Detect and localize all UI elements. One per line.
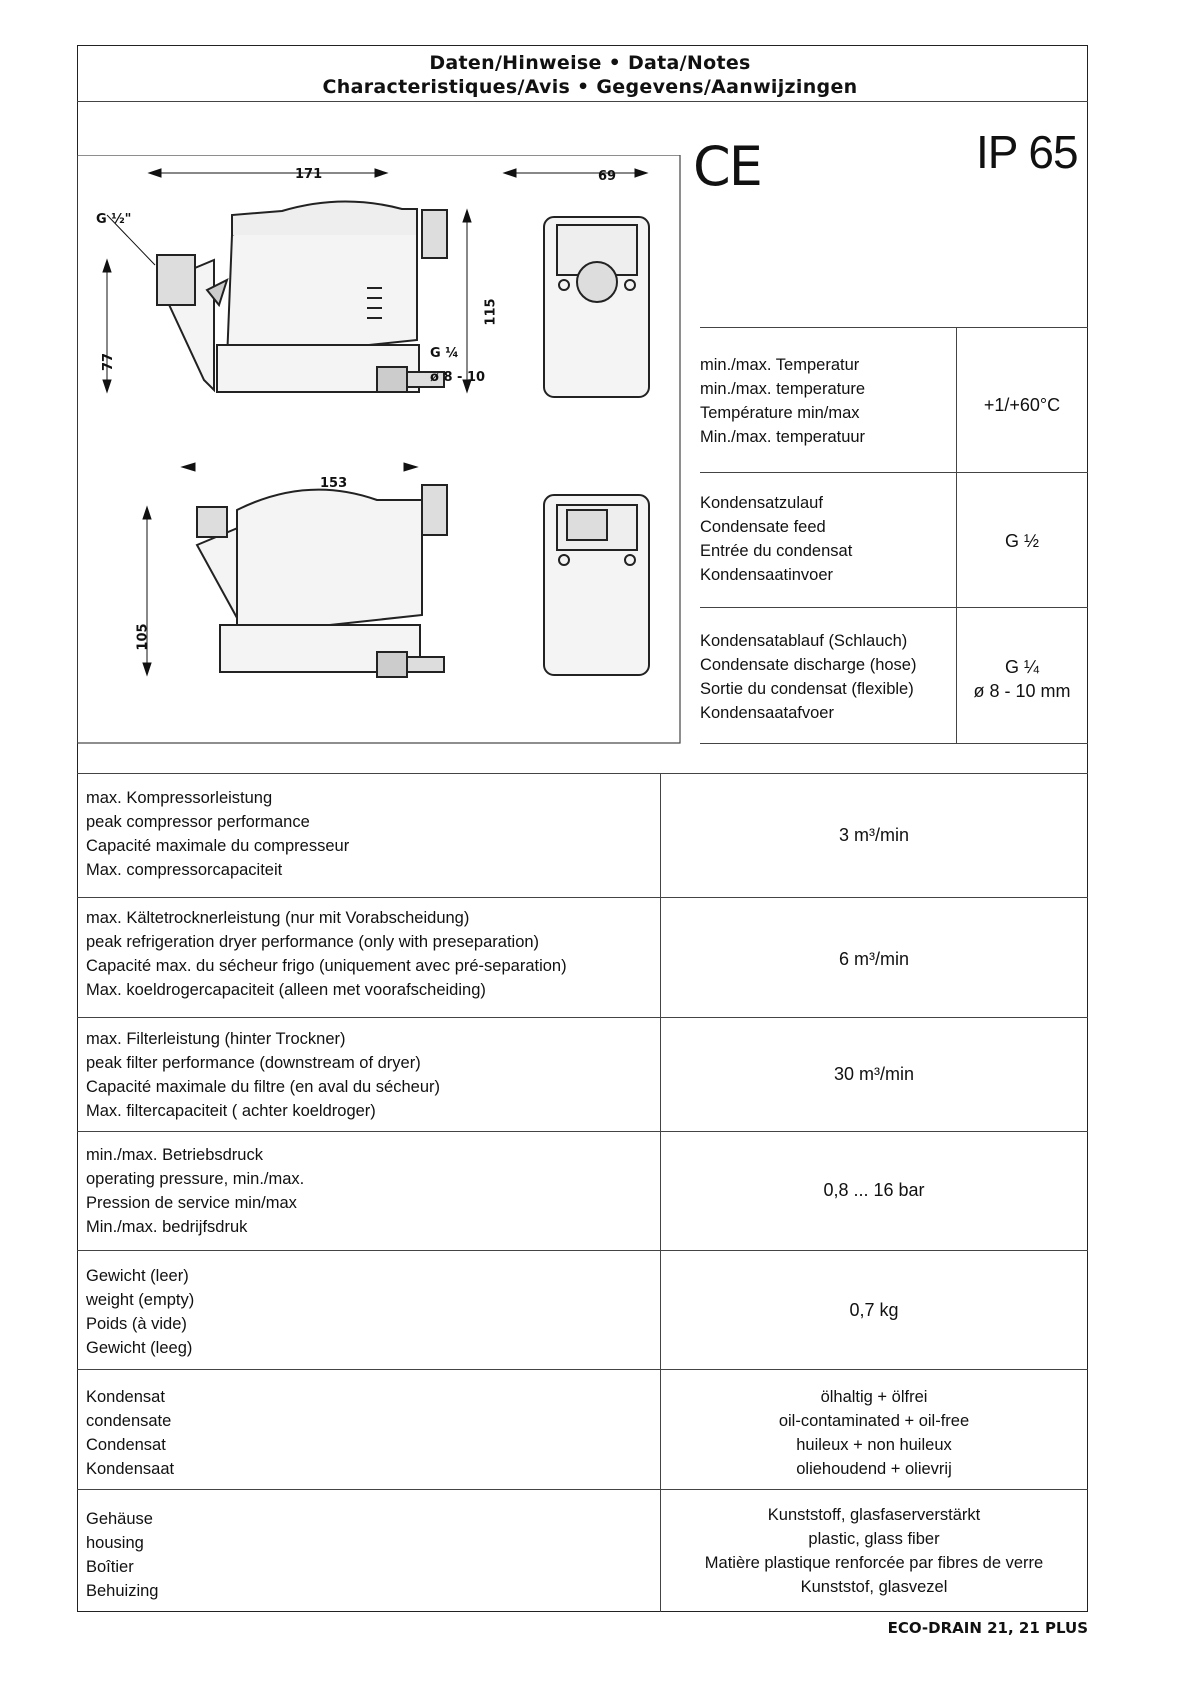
temperature-value: +1/+60°C [983,395,1061,415]
condensate-discharge-label: Kondensatablauf (Schlauch) Condensate discharge (hose) Sortie du condensat (flexible) Kondensaatafvoer [700,632,917,722]
main-table-rule-5 [77,1369,1088,1370]
right-table-top-rule [700,327,1088,328]
compressor-label: max. Kompressorleistung peak compressor performance Capacité maximale du compresseur Max. compressorcapaciteit [86,789,350,879]
weight-label: Gewicht (leer) weight (empty) Poids (à vide) Gewicht (leeg) [86,1267,195,1357]
header-title-line1: Daten/Hinweise • Data/Notes [429,52,751,74]
compressor-value: 3 m³/min [838,825,909,845]
footer-model: ECO-DRAIN 21, 21 PLUS [887,1619,1088,1637]
main-table-rule-1 [77,897,1088,898]
dim-171: 171 [295,167,323,182]
right-table-bottom-rule [700,743,1088,744]
main-table-rule-6 [77,1489,1088,1490]
condensate-feed-value: G ½ [1004,531,1039,551]
dim-115: 115 [483,298,499,326]
ip-rating: IP 65 [976,126,1078,178]
condensate-discharge-value: G ¼ ø 8 - 10 mm [973,657,1071,701]
pressure-label: min./max. Betriebsdruck operating pressure, min./max. Pression de service min/max Min./max. bedrijfsdruk [86,1146,305,1236]
dryer-label: max. Kältetrocknerleistung (nur mit Vorabscheidung) peak refrigeration dryer performance (only with preseparation) Capacité max. du sécheur frigo (uniquement avec pré-separation) Max. koeldrogercapaciteit (alleen met voorafscheiding) [86,909,567,999]
header-divider [77,101,1088,102]
pressure-value: 0,8 ... 16 bar [823,1180,925,1200]
dim-77: 77 [101,352,117,372]
condensate-feed-label: Kondensatzulauf Condensate feed Entrée du condensat Kondensaatinvoer [700,494,853,584]
condensate-type-value: ölhaltig + ölfrei oil-contaminated + oil-free huileux + non huileux oliehoudend + olievrij [778,1388,970,1478]
main-table-rule-2 [77,1017,1088,1018]
dim-outlet-thread: G ¼ [430,346,459,361]
filter-label: max. Filterleistung (hinter Trockner) peak filter performance (downstream of dryer) Capacité maximale du filtre (en aval du sécheur) Max. filtercapaciteit ( achter koeldroger) [86,1030,441,1120]
dim-105: 105 [135,623,151,651]
condensate-type-label: Kondensat condensate Condensat Kondensaat [86,1388,175,1478]
weight-value: 0,7 kg [849,1300,899,1320]
filter-value: 30 m³/min [833,1064,914,1084]
main-table-rule-3 [77,1131,1088,1132]
dim-inlet-g12: G ½" [96,212,132,227]
main-table-top-rule [77,773,1088,774]
dim-69: 69 [598,169,617,184]
main-table-rule-4 [77,1250,1088,1251]
dim-outlet-hose: ø 8 - 10 [430,370,486,385]
dim-153: 153 [320,476,348,491]
temperature-label: min./max. Temperatur min./max. temperature Température min/max Min./max. temperatuur [700,356,866,446]
housing-label: Gehäuse housing Boîtier Behuizing [86,1510,159,1600]
ce-mark: CE [693,135,761,198]
technical-drawing [77,155,682,745]
right-table-rule-1 [700,472,1088,473]
housing-value: Kunststoff, glasfaserverstärkt plastic, glass fiber Matière plastique renforcée par fibres de verre Kunststof, glasvezel [704,1506,1044,1596]
dryer-value: 6 m³/min [838,949,909,969]
right-table-rule-2 [700,607,1088,608]
header-title-line2: Characteristiques/Avis • Gegevens/Aanwijzingen [322,76,858,98]
